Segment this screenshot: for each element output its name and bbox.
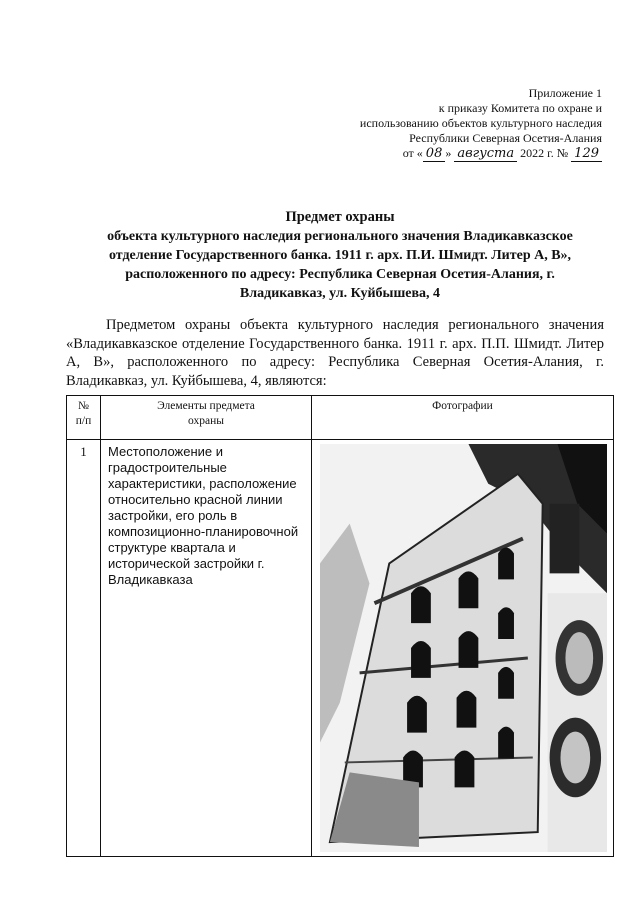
date-year: 2022 г. № — [520, 146, 569, 160]
date-mid: » — [445, 146, 452, 160]
header-elements-line1: Элементы предмета — [157, 400, 255, 412]
appendix-date-line — [302, 146, 602, 161]
document-title — [60, 208, 620, 303]
appendix-line-order: к приказу Комитета по охране и — [438, 101, 602, 115]
header-number — [67, 396, 101, 440]
building-photo — [320, 444, 607, 852]
title-line-3: расположенного по адресу: Республика Северная Осетия-Алания, г. — [125, 267, 555, 282]
header-elements-line2: охраны — [188, 415, 224, 427]
photo-cell — [312, 440, 614, 857]
header-photos: Фотографии — [312, 396, 614, 440]
header-elements — [101, 396, 312, 440]
date-month: августа — [454, 146, 517, 162]
appendix-line-committee: использованию объектов культурного наследия — [359, 116, 602, 130]
appendix-title: Приложение 1 — [528, 86, 602, 100]
appendix-block — [302, 86, 602, 161]
date-prefix: от « — [402, 146, 423, 160]
table-header-row — [67, 396, 614, 440]
title-line-2: отделение Государственного банка. 1911 г. арх. П.И. Шмидт. Литер А, В», — [108, 248, 572, 263]
row-description: Местоположение и градостроительные характеристики, расположение относительно красной линии застройки, его роль в композиционно-планировочной структуре квартала и исторической застройки г. Владикавказа — [101, 440, 312, 857]
protection-items-table — [66, 395, 614, 857]
header-number-line2: п/п — [75, 415, 92, 427]
title-main: Предмет охраны — [285, 209, 395, 225]
intro-paragraph: Предметом охраны объекта культурного наследия регионального значения «Владикавказское отделение Государственного банка. 1911 г. арх. П.П. Шмидт. Литер А, В», расположенного по адресу: Республика Северная Осетия-Алания, г. Владикавказ, ул. Куйбышева, 4, являются: — [66, 317, 604, 389]
title-line-1: объекта культурного наследия регионального значения Владикавказское — [107, 229, 573, 244]
header-number-line1: № — [78, 400, 89, 412]
appendix-line-republic: Республики Северная Осетия-Алания — [409, 131, 602, 145]
title-line-4: Владикавказ, ул. Куйбышева, 4 — [239, 286, 441, 301]
row-number: 1 — [67, 440, 101, 857]
order-number: 129 — [571, 146, 602, 162]
date-day: 08 — [423, 146, 446, 162]
table-row — [67, 440, 614, 857]
building-photo-image — [320, 444, 607, 852]
